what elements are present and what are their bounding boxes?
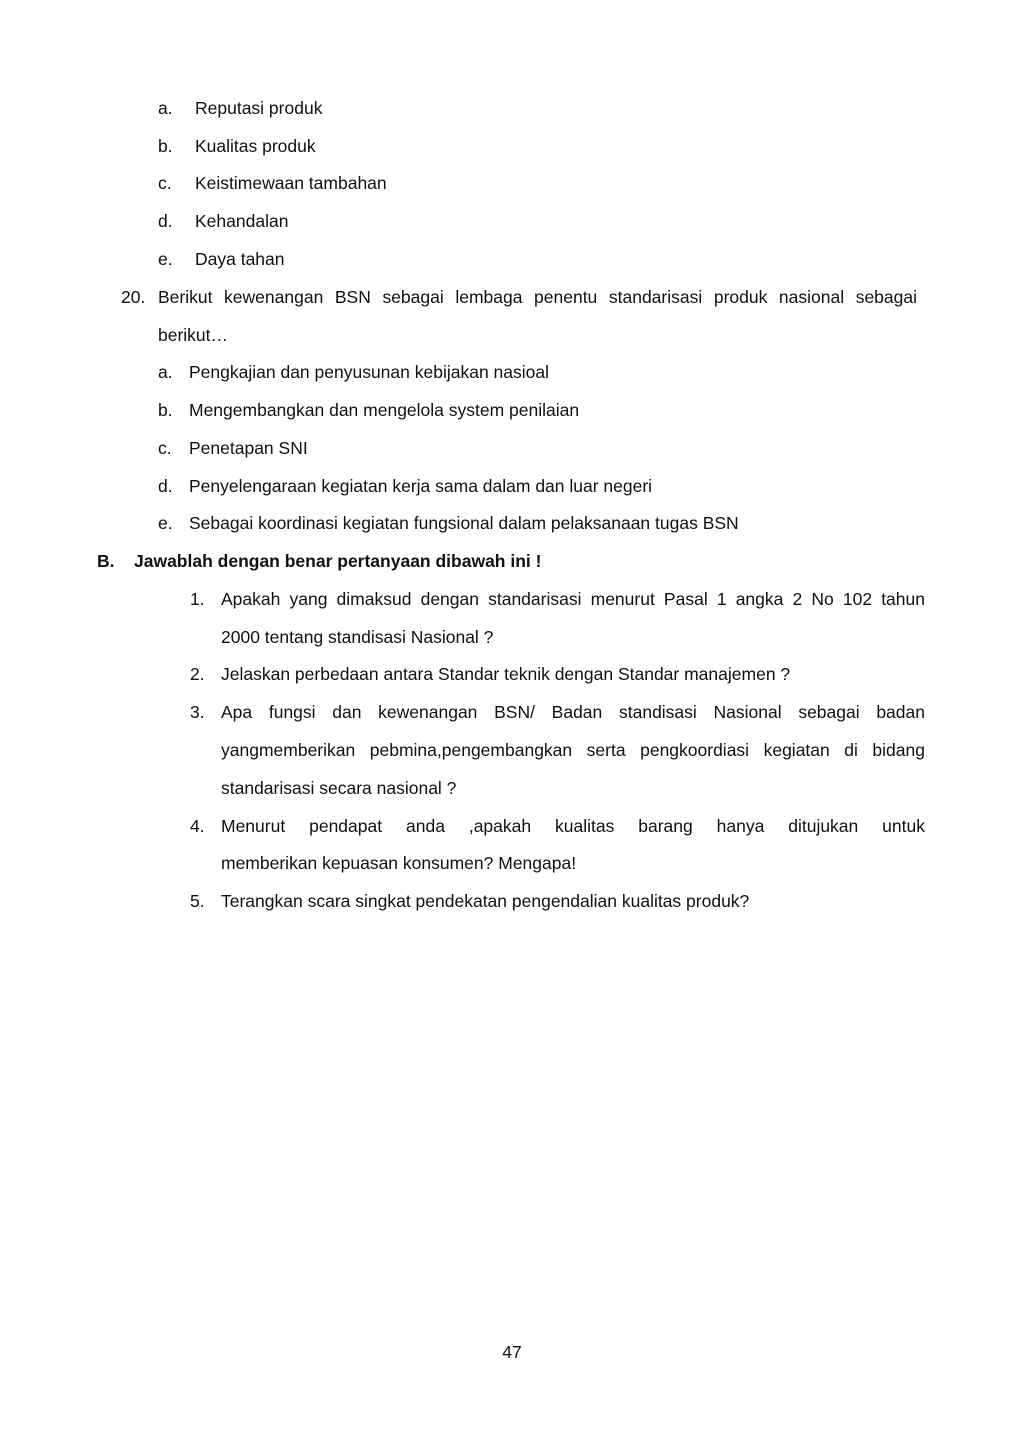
- option-text: Penyelengaraan kegiatan kerja sama dalam dan luar negeri: [189, 476, 653, 496]
- option-text: Kehandalan: [195, 211, 289, 231]
- option-text: Keistimewaan tambahan: [195, 173, 387, 193]
- question-text: Apakah yang dimaksud dengan standarisasi menurut Pasal 1 angka 2 No 102 tahun: [221, 589, 925, 609]
- option-label: b.: [158, 136, 173, 156]
- option-text: Pengkajian dan penyusunan kebijakan nasioal: [189, 362, 549, 382]
- section-heading: Jawablah dengan benar pertanyaan dibawah ini !: [134, 551, 542, 571]
- question-number: 4.: [190, 816, 205, 836]
- question-number: 5.: [190, 891, 205, 911]
- option-label: a.: [158, 362, 173, 382]
- question-text: Jelaskan perbedaan antara Standar teknik dengan Standar manajemen ?: [221, 664, 791, 684]
- option-label: b.: [158, 400, 173, 420]
- option-text: Sebagai koordinasi kegiatan fungsional dalam pelaksanaan tugas BSN: [189, 513, 739, 533]
- question-text-continued: berikut…: [158, 325, 229, 345]
- question-text: Terangkan scara singkat pendekatan pengendalian kualitas produk?: [221, 891, 750, 911]
- question-text-continued: standarisasi secara nasional ?: [221, 778, 457, 798]
- question-number: 20.: [121, 287, 146, 307]
- question-number: 2.: [190, 664, 205, 684]
- section-label: B.: [97, 551, 115, 571]
- option-label: e.: [158, 513, 173, 533]
- option-label: d.: [158, 211, 173, 231]
- option-label: c.: [158, 173, 172, 193]
- option-label: a.: [158, 98, 173, 118]
- option-text: Mengembangkan dan mengelola system penilaian: [189, 400, 580, 420]
- question-number: 1.: [190, 589, 205, 609]
- question-text: Menurut pendapat anda ,apakah kualitas barang hanya ditujukan untuk: [221, 816, 925, 836]
- page-number: 47: [502, 1342, 522, 1362]
- question-text-continued: memberikan kepuasan konsumen? Mengapa!: [221, 853, 577, 873]
- option-text: Reputasi produk: [195, 98, 323, 118]
- option-text: Penetapan SNI: [189, 438, 308, 458]
- question-text: Apa fungsi dan kewenangan BSN/ Badan standisasi Nasional sebagai badan: [221, 702, 925, 722]
- option-text: Kualitas produk: [195, 136, 316, 156]
- question-text-continued: yangmemberikan pebmina,pengembangkan serta pengkoordiasi kegiatan di bidang: [221, 740, 925, 760]
- option-text: Daya tahan: [195, 249, 285, 269]
- question-text-continued: 2000 tentang standisasi Nasional ?: [221, 627, 494, 647]
- question-text: Berikut kewenangan BSN sebagai lembaga penentu standarisasi produk nasional sebagai: [158, 287, 917, 307]
- option-label: d.: [158, 476, 173, 496]
- question-number: 3.: [190, 702, 205, 722]
- option-label: c.: [158, 438, 172, 458]
- option-label: e.: [158, 249, 173, 269]
